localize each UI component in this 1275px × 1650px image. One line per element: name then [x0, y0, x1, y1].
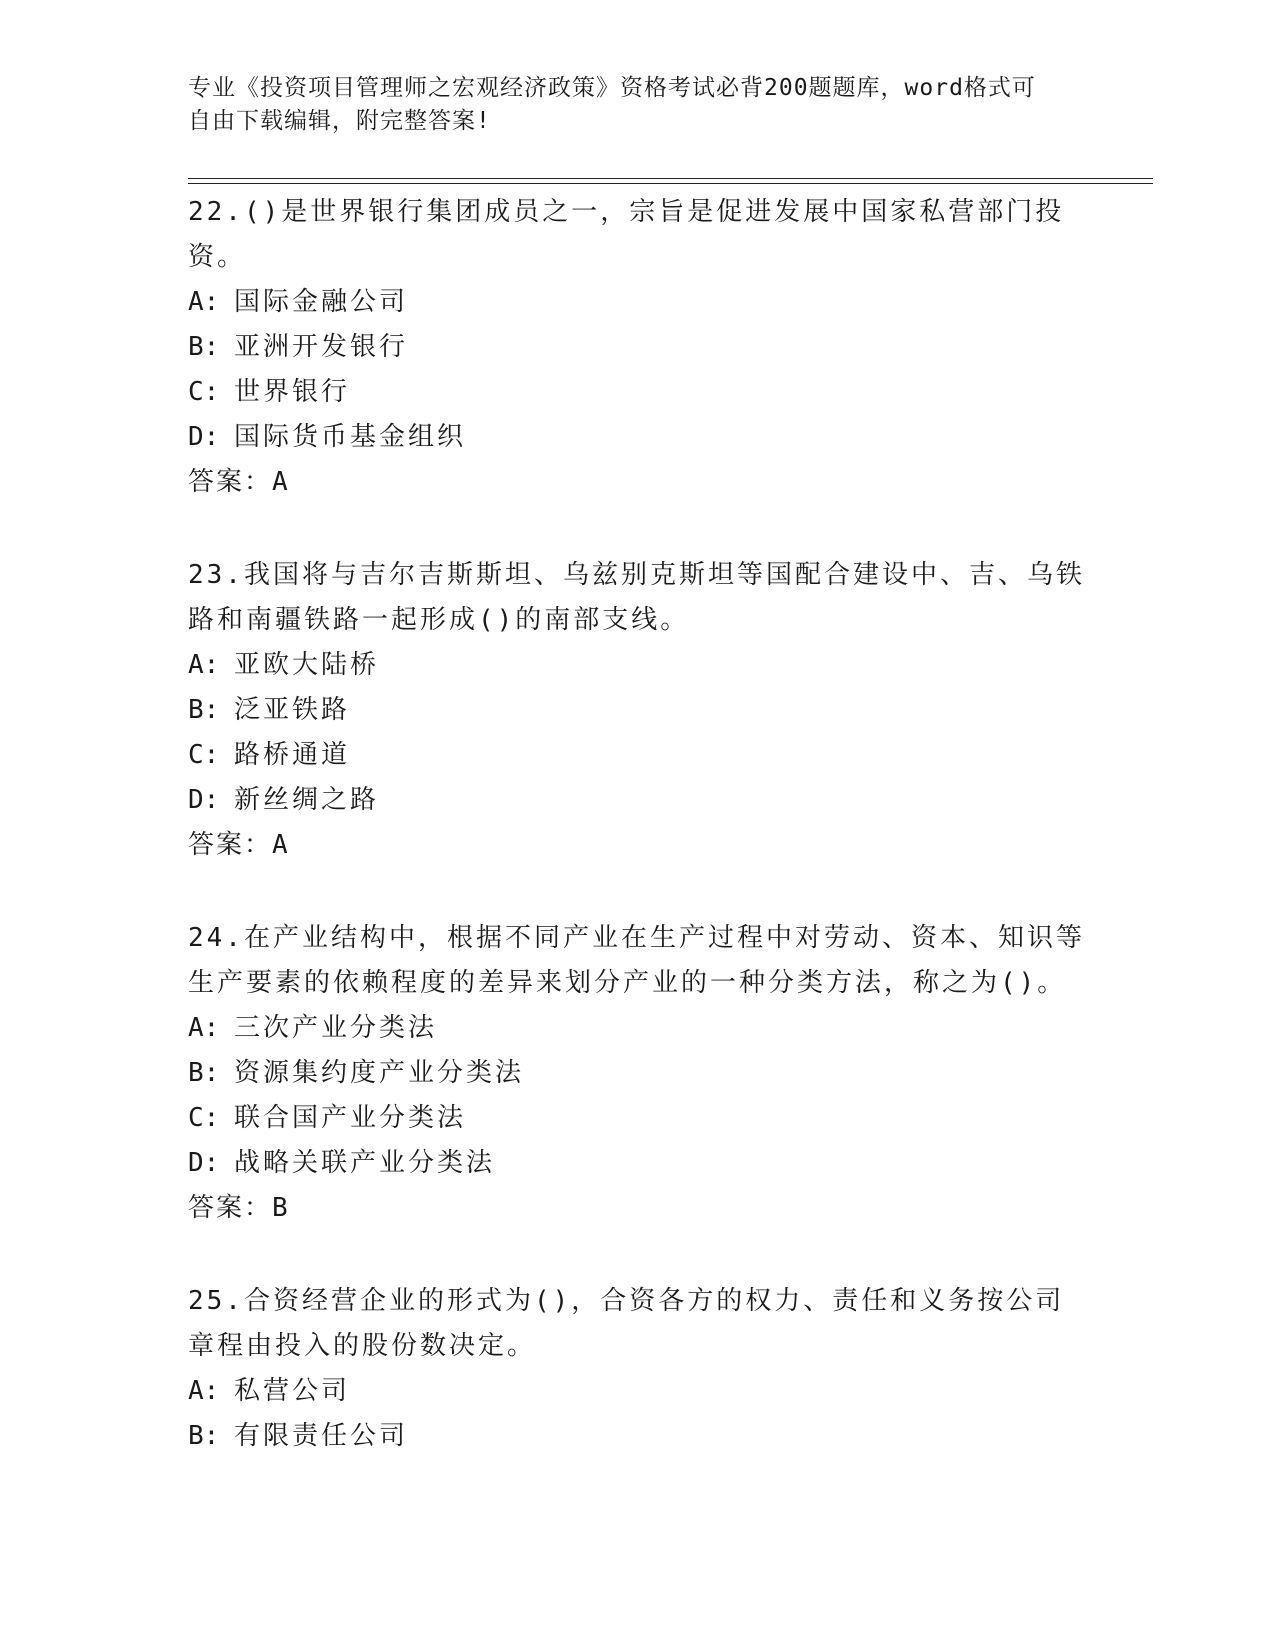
option-d [188, 1141, 1088, 1186]
answer-label: 答案：B [188, 1193, 290, 1223]
option-a [188, 280, 1088, 325]
option-text: 资源集约度产业分类法 [234, 1058, 525, 1088]
option-b [188, 688, 1088, 733]
option-letter: B: [188, 695, 220, 725]
option-letter: A: [188, 1376, 220, 1406]
option-text: 世界银行 [234, 377, 351, 407]
question-stem: 23.我国将与吉尔吉斯斯坦、乌兹别克斯坦等国配合建设中、吉、乌铁路和南疆铁路一起形成()的南部支线。 [188, 560, 1085, 635]
question-22 [188, 190, 1088, 505]
option-text: 泛亚铁路 [234, 695, 351, 725]
header-divider-bottom [188, 183, 1153, 184]
option-letter: D: [188, 1148, 220, 1178]
option-a [188, 1369, 1088, 1414]
option-letter: C: [188, 740, 220, 770]
option-letter: A: [188, 1013, 220, 1043]
option-text: 有限责任公司 [234, 1421, 409, 1451]
option-a [188, 1006, 1088, 1051]
option-text: 新丝绸之路 [234, 785, 380, 815]
option-letter: B: [188, 1058, 220, 1088]
option-letter: B: [188, 332, 220, 362]
option-letter: A: [188, 287, 220, 317]
header-divider-top [188, 178, 1153, 179]
option-text: 国际货币基金组织 [234, 422, 467, 452]
question-24 [188, 916, 1088, 1231]
option-text: 三次产业分类法 [234, 1013, 438, 1043]
question-stem: 22.()是世界银行集团成员之一，宗旨是促进发展中国家私营部门投资。 [188, 197, 1065, 272]
option-d [188, 778, 1088, 823]
option-text: 战略关联产业分类法 [234, 1148, 496, 1178]
question-stem: 25.合资经营企业的形式为()，合资各方的权力、责任和义务按公司章程由投入的股份数决定。 [188, 1286, 1065, 1361]
option-letter: B: [188, 1421, 220, 1451]
option-c [188, 370, 1088, 415]
option-letter: C: [188, 377, 220, 407]
option-letter: D: [188, 422, 220, 452]
question-23 [188, 553, 1088, 868]
option-text: 亚欧大陆桥 [234, 650, 380, 680]
option-text: 国际金融公司 [234, 287, 409, 317]
header-line-1: 专业《投资项目管理师之宏观经济政策》资格考试必背200题题库，word格式可 [188, 75, 1036, 101]
option-letter: C: [188, 1103, 220, 1133]
option-c [188, 1096, 1088, 1141]
answer-label: 答案：A [188, 830, 290, 860]
option-b [188, 1414, 1088, 1459]
question-stem: 24.在产业结构中，根据不同产业在生产过程中对劳动、资本、知识等生产要素的依赖程度的差异来划分产业的一种分类方法，称之为()。 [188, 923, 1085, 998]
answer-label: 答案：A [188, 467, 290, 497]
option-text: 亚洲开发银行 [234, 332, 409, 362]
option-text: 私营公司 [234, 1376, 351, 1406]
option-b [188, 325, 1088, 370]
option-text: 联合国产业分类法 [234, 1103, 467, 1133]
option-d [188, 415, 1088, 460]
option-b [188, 1051, 1088, 1096]
option-text: 路桥通道 [234, 740, 351, 770]
option-c [188, 733, 1088, 778]
option-a [188, 643, 1088, 688]
option-letter: A: [188, 650, 220, 680]
header-line-2: 自由下载编辑，附完整答案! [188, 108, 491, 134]
document-header [188, 72, 1068, 138]
option-letter: D: [188, 785, 220, 815]
question-25 [188, 1279, 1088, 1459]
